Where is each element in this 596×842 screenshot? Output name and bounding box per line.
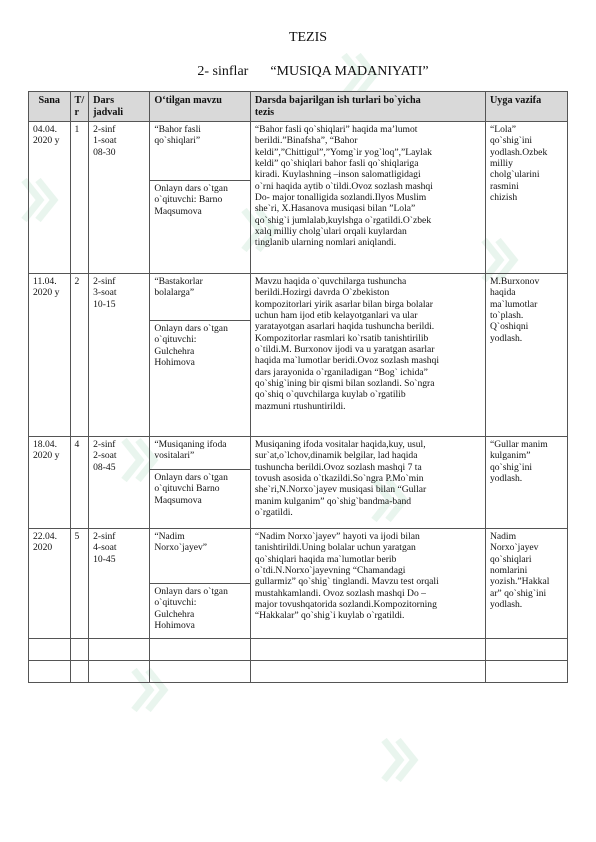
table-row xyxy=(29,122,568,181)
cell-number: 4 xyxy=(70,437,89,529)
cell-number: 2 xyxy=(70,274,89,437)
empty-cell xyxy=(485,639,567,661)
page-title: TEZIS xyxy=(288,30,328,45)
cell-schedule: 2-sinf 3-soat 10-15 xyxy=(89,274,150,437)
cell-teacher: Onlayn dars o`tgan o`qituvchi: Gulchehra Hohimova xyxy=(150,584,251,639)
cell-topic: “Bahor fasli qo`shiqlari” xyxy=(150,122,251,181)
cell-homework: M.Burxonov haqida ma`lumotlar to`plash. Q`oshiqni yodlash. xyxy=(485,274,567,437)
table-row xyxy=(29,529,568,584)
cell-work: Musiqaning ifoda vositalar haqida,kuy, usul, sur`at,o`lchov,dinamik belgilar, lad haqida tushuncha berildi.Ovoz sozlash mashqi 7 ta tovush asosida o`tkazildi.So`ngra P.Mo`min she`ri,N.Norxo`jayev musiqasi bilan “Gullar manim kulganim” qo`shig`bandma-band o`rgatildi. xyxy=(250,437,485,529)
cell-work: Mavzu haqida o`quvchilarga tushuncha berildi.Hozirgi davrda O`zbekiston kompozitorlari yirik asarlar bilan birga bolalar uchun ham ijod etib kelayotganlari va ular yaratayotgan asarlari haqida tushuncha berildi. Kompozitorlar rasmlari ko`rsatib tanishtirilib o`tildi.M. Burxonov ijodi va u yaratgan asarlar haqida ma`lumotlar beridi.Ovoz sozlash mashqi dars jarayonida o`rganiladigan “Bog` ichida” qo`shig`ining bir qismi bilan sozlandi. So`ngra qo`shiq o`quvchilarga kuylab o`rgatilib mazmuni rtushuntirildi. xyxy=(250,274,485,437)
table-header-row xyxy=(29,92,568,122)
header-schedule: Dars jadvali xyxy=(89,92,150,122)
cell-topic: “Nadim Norxo`jayev” xyxy=(150,529,251,584)
empty-cell xyxy=(29,639,71,661)
cell-topic: “Bastakorlar bolalarga” xyxy=(150,274,251,321)
empty-cell xyxy=(485,661,567,683)
cell-schedule: 2-sinf 2-soat 08-45 xyxy=(89,437,150,529)
empty-cell xyxy=(150,639,251,661)
watermark-icon xyxy=(370,730,430,790)
cell-homework: “Lola” qo`shig`ini yodlash.Ozbek milliy cholg`ularini rasmini chizish xyxy=(485,122,567,274)
grade-label: 2- sinflar xyxy=(197,64,249,79)
cell-schedule: 2-sinf 1-soat 08-30 xyxy=(89,122,150,274)
cell-work: “Bahor fasli qo`shiqlari” haqida ma’lumot berildi.”Binafsha”, “Bahor keldi”,”Chittigul”,”Yomg`ir yog`loq”,”Laylak keldi” qo`shiqlari bahor fasli qo`shiqlariga kiradi. Kuylashning –inson salomatligidagi o`rni haqida aytib o`tildi.Ovoz sozlash mashqi Do- major tonalligida sozlandi.Ilyos Muslim she`ri, X.Hasanova musiqasi bilan ”Lola” qo`shig`i jumlalab,kuylshga o`rgatildi.O`zbek xalq milliy cholg`ulari orqali kuylardan tinglanib ularning nomlari aniqlandi. xyxy=(250,122,485,274)
header-date: Sana xyxy=(29,92,71,122)
empty-cell xyxy=(250,661,485,683)
cell-homework: “Gullar manim kulganim” qo`shig`ini yodlash. xyxy=(485,437,567,529)
table-row xyxy=(29,274,568,321)
cell-date: 18.04. 2020 y xyxy=(29,437,71,529)
cell-topic: “Musiqaning ifoda vositalari” xyxy=(150,437,251,470)
empty-cell xyxy=(70,639,89,661)
empty-cell xyxy=(89,661,150,683)
cell-date: 04.04. 2020 y xyxy=(29,122,71,274)
cell-teacher: Onlayn dars o`tgan o`qituvchi: Gulchehra Hohimova xyxy=(150,321,251,437)
cell-number: 1 xyxy=(70,122,89,274)
header-number: T/ r xyxy=(70,92,89,122)
cell-date: 11.04. 2020 y xyxy=(29,274,71,437)
empty-cell xyxy=(70,661,89,683)
header-homework: Uyga vazifa xyxy=(485,92,567,122)
lesson-table xyxy=(28,91,568,683)
header-work: Darsda bajarilgan ish turlari bo`yicha tezis xyxy=(250,92,485,122)
cell-teacher: Onlayn dars o`tgan o`qituvchi: Barno Maqsumova xyxy=(150,181,251,274)
cell-schedule: 2-sinf 4-soat 10-45 xyxy=(89,529,150,639)
cell-number: 5 xyxy=(70,529,89,639)
empty-cell xyxy=(250,639,485,661)
page-subtitle xyxy=(0,64,596,80)
empty-row xyxy=(29,639,568,661)
subject-label: “MUSIQA MADANIYATI” xyxy=(270,64,429,79)
empty-cell xyxy=(150,661,251,683)
empty-cell xyxy=(29,661,71,683)
cell-work: “Nadim Norxo`jayev” hayoti va ijodi bilan tanishtirildi.Uning bolalar uchun yaratgan qo`shiqlari haqida ma`lumotlar berib o`tdi.N.Norxo`jayevning “Chamandagi gullarmiz” qo`shig` tinglandi. Mavzu test orqali mustahkamlandi. Ovoz sozlash mashqi Do – major tovushqatorida sozlandi.Kompozitorning “Hakkalar” qo`shig`i kuylab o`rgatildi. xyxy=(250,529,485,639)
cell-teacher: Onlayn dars o`tgan o`qituvchi Barno Maqsumova xyxy=(150,470,251,529)
cell-homework: Nadim Norxo`jayev qo`shiqlari nomlarini yozish.”Hakkal ar” qo`shig`ini yodlash. xyxy=(485,529,567,639)
empty-row xyxy=(29,661,568,683)
header-topic: O‘tilgan mavzu xyxy=(150,92,251,122)
cell-date: 22.04. 2020 xyxy=(29,529,71,639)
table-row xyxy=(29,437,568,470)
empty-cell xyxy=(89,639,150,661)
